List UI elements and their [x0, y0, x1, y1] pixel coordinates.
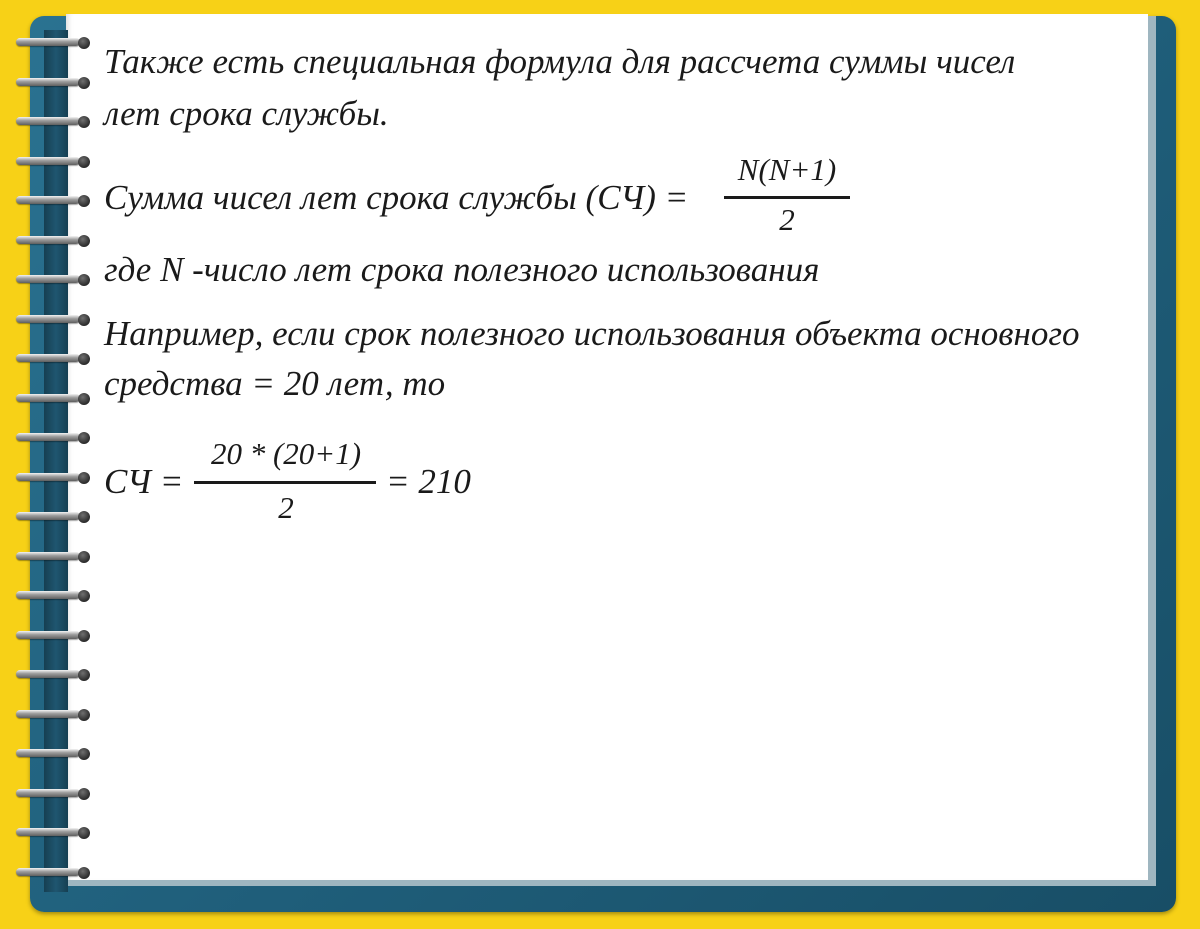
ring-wire	[16, 828, 80, 836]
ring-hole	[78, 867, 90, 879]
binding-ring	[16, 275, 90, 285]
ring-hole	[78, 511, 90, 523]
formula-label: Сумма чисел лет срока службы (СЧ) =	[104, 178, 689, 217]
binding-ring	[16, 868, 90, 878]
calc-numerator: 20 * (20+1)	[210, 436, 362, 471]
ring-wire	[16, 394, 80, 402]
ring-hole	[78, 748, 90, 760]
binding-ring	[16, 828, 90, 838]
ring-wire	[16, 38, 80, 46]
ring-wire	[16, 749, 80, 757]
ring-wire	[16, 591, 80, 599]
calc-fraction-bar	[194, 481, 376, 484]
ring-hole	[78, 235, 90, 247]
ring-wire	[16, 512, 80, 520]
ring-wire	[16, 78, 80, 86]
binding-ring	[16, 117, 90, 127]
ring-wire	[16, 354, 80, 362]
spiral-binding	[16, 38, 96, 898]
binding-ring	[16, 670, 90, 680]
ring-wire	[16, 275, 80, 283]
binding-ring	[16, 473, 90, 483]
binding-ring	[16, 433, 90, 443]
formula-denominator: 2	[779, 202, 795, 237]
ring-wire	[16, 473, 80, 481]
ring-hole	[78, 37, 90, 49]
ring-hole	[78, 432, 90, 444]
ring-hole	[78, 353, 90, 365]
ring-hole	[78, 156, 90, 168]
example-line-1: Например, если срок полезного использования объекта основного	[104, 314, 1080, 353]
binding-ring	[16, 631, 90, 641]
ring-hole	[78, 77, 90, 89]
binding-ring	[16, 38, 90, 48]
binding-ring	[16, 512, 90, 522]
binding-ring	[16, 78, 90, 88]
binding-ring	[16, 789, 90, 799]
binding-ring	[16, 236, 90, 246]
ring-hole	[78, 788, 90, 800]
ring-wire	[16, 196, 80, 204]
binding-ring	[16, 749, 90, 759]
intro-line-2: лет срока службы.	[104, 94, 389, 133]
ring-hole	[78, 116, 90, 128]
ring-hole	[78, 827, 90, 839]
calc-label: СЧ =	[104, 462, 184, 501]
ring-hole	[78, 274, 90, 286]
ring-hole	[78, 590, 90, 602]
ring-wire	[16, 315, 80, 323]
binding-ring	[16, 157, 90, 167]
ring-wire	[16, 117, 80, 125]
ring-hole	[78, 314, 90, 326]
binding-ring	[16, 394, 90, 404]
ring-hole	[78, 630, 90, 642]
calc-result: = 210	[386, 462, 471, 501]
ring-wire	[16, 157, 80, 165]
binding-ring	[16, 196, 90, 206]
formula-numerator: N(N+1)	[737, 152, 837, 187]
ring-wire	[16, 789, 80, 797]
ring-hole	[78, 393, 90, 405]
ring-wire	[16, 236, 80, 244]
binding-ring	[16, 315, 90, 325]
ring-hole	[78, 472, 90, 484]
binding-ring	[16, 552, 90, 562]
binding-ring	[16, 710, 90, 720]
ring-hole	[78, 551, 90, 563]
ring-wire	[16, 433, 80, 441]
binding-ring	[16, 591, 90, 601]
binding-ring	[16, 354, 90, 364]
intro-line-1: Также есть специальная формула для рассчета суммы чисел	[104, 42, 1016, 81]
example-line-2: средства = 20 лет, то	[104, 364, 446, 403]
calc-denominator: 2	[278, 490, 294, 525]
ring-hole	[78, 195, 90, 207]
ring-hole	[78, 709, 90, 721]
formula-fraction-bar	[724, 196, 850, 199]
ring-wire	[16, 868, 80, 876]
ring-wire	[16, 552, 80, 560]
ring-wire	[16, 710, 80, 718]
ring-hole	[78, 669, 90, 681]
where-line: где N -число лет срока полезного использования	[104, 250, 820, 289]
ring-wire	[16, 631, 80, 639]
ring-wire	[16, 670, 80, 678]
